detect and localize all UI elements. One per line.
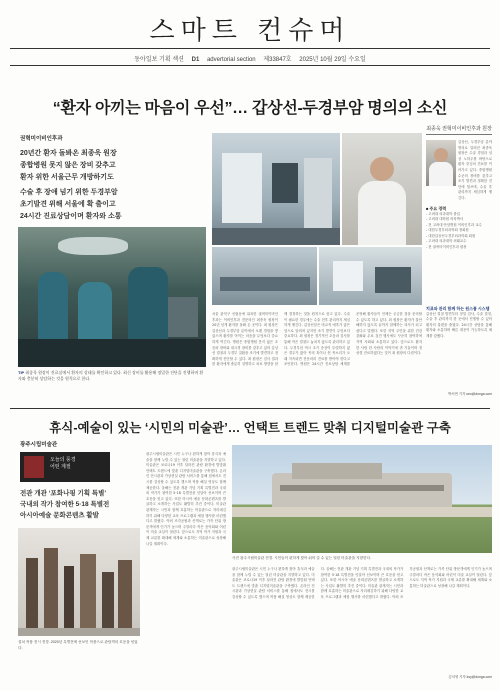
career-item: - 고려대 의과대학 외래교수 bbox=[426, 239, 467, 244]
article1-tip bbox=[18, 370, 206, 392]
deck-line: 국내외 작가 참여한 5·18 특별전 bbox=[20, 501, 110, 508]
deck-line: 아시아예술 문화콘텐츠 활발 bbox=[20, 512, 99, 519]
article2-byline: 광주시립미술관 bbox=[20, 442, 58, 448]
article2-headline: 휴식-예술이 있는 ‘시민의 미술관’… 언택트 트렌드 맞춰 디지털미술관 구축 bbox=[49, 421, 451, 435]
issue-date: 2025년 10월 29일 수요일 bbox=[299, 57, 366, 63]
surgery-photo bbox=[18, 227, 206, 367]
article1-headline: “환자 아끼는 마음이 우선”… 갑상선-두경부암 명의의 소신 bbox=[52, 100, 448, 117]
issue-number: 제33847호 bbox=[263, 57, 292, 63]
article1-reporter: 박서연 기자 seo@donga.com bbox=[448, 391, 492, 396]
museum-building-photo bbox=[232, 445, 492, 553]
section-label: 동아일보 기획 섹션 bbox=[134, 57, 184, 63]
deck-line: 전관 개관 ‘포화나핑 기획 특별’ bbox=[20, 490, 107, 497]
article2-reporter: 김서영 기자 ksy@donga.com bbox=[448, 675, 492, 679]
career-item: - 현 권혁미이비인후과 원장 bbox=[426, 245, 467, 250]
museum-caption: 사진 광주시립미술관 전경. 시민들이 편하게 찾아 쉬어 갈 수 있는 열린 미술관을 지향한다. bbox=[232, 556, 371, 560]
poster-text: 오늘의 풍경 어떤 계절 bbox=[50, 457, 76, 470]
masthead-title: 스마트 컨슈머 bbox=[149, 16, 351, 46]
tip-text: 최종욱 원장이 진료실에서 환자의 상태를 확인하고 있다. 최신 장비를 활용해 정밀한 진단을 진행하며 환자와 충분히 상담하는 것을 원칙으로 한다. bbox=[18, 370, 204, 381]
article1-body: 서울 관악구 신림동에 위치한 권혁미이비인후과는 이비인후과 전문의인 최종욱 원장이 20년 넘게 환자를 돌봐 온 곳이다. 최 원장은 갑상선과 두경부암 분야에서 오랜 경험을 쌓았으며 환자를 아끼는 마음을 무엇보다 중요하게 여긴다. 병원은 종합병원 못지 않은 초음파 장비와 내시경 장비를 갖추고 있어 갑상선 결절과 두경부 질환을 조기에 발견하고 정확하게 진단할 수 있다. 최 원장은 검사 결과를 환자에게 충분히 설명하고 치료 방향을 함께 결정하는 것을 원칙으로 삼고 있다. 수술이 필요한 경우에는 수술 전후 관리까지 세심하게 챙긴다. 갑상선암은 비교적 예후가 좋은 암으로 알려져 있지만 조기 발견이 무엇보다 중요하다. 최 원장은 정기적인 초음파 검사를 통해 작은 결절도 놓치지 않도록 관리하고 있다. 두경부암 역시 초기 증상이 뚜렷하지 않은 경우가 많아 목의 혹이나 쉰 목소리가 오래 지속되면 전문의의 진료를 받아야 한다고 조언한다. 병원은 24시간 진료상담 체계를 운영해 환자들이 언제든 궁금한 점을 문의할 수 있도록 하고 있다. 최 원장은 환자가 불안해하지 않도록 끝까지 함께하는 의사가 되고 싶다고 말했다. 또한 지역 주민을 위한 건강 강좌와 무료 검진 행사에도 꾸준히 참여하며 지역 사회와 소통하고 있다. 앞으로도 환자 한 사람 한 사람의 이야기에 귀 기울이며 정성껏 진료하겠다는 것이 최 원장의 다짐이다. bbox=[212, 312, 422, 367]
article2-deck bbox=[20, 488, 150, 521]
sidebar-box-body: 갑상선 결절 발견부터 정밀 검사, 수술 결정, 수술 후 관리까지 한 곳에서 진행할 수 있어 환자의 불편을 줄였다. 24시간 상담을 통해 환자와 소통하며 빠른 대응이 가능하도록 체계를 갖췄다. bbox=[426, 311, 492, 338]
waiting-room-photo bbox=[212, 247, 317, 305]
career-item: - 대한두경부외과학회 정회원 bbox=[426, 228, 469, 233]
deck-line: 24시간 진료상담이며 환자와 소통 bbox=[20, 213, 122, 220]
section-divider bbox=[10, 408, 490, 409]
art-installation-photo bbox=[18, 528, 140, 636]
art-caption: 설치 작품 전시 전경. 2020년 특별전에 선보인 작품으로 관람객의 호응을 얻었다. bbox=[18, 640, 138, 650]
article1-byline: 권혁미이비인후과 bbox=[20, 136, 63, 142]
career-list bbox=[426, 206, 492, 251]
career-item: - 고려대 의과대학 졸업 bbox=[426, 211, 460, 216]
staff-photo bbox=[342, 133, 422, 245]
deck-line: 초기발견 위해 서울에 확 출이고 bbox=[20, 201, 116, 208]
sidebar-box bbox=[426, 306, 492, 397]
folio-line bbox=[0, 54, 500, 63]
page-number: D1 bbox=[191, 57, 200, 63]
deck-line: 수술 후 장애 넘기 위한 두경부암 bbox=[20, 189, 118, 196]
article2-body: 광주시립미술관은 시민 누구나 편하게 찾아 휴식과 예술을 함께 누릴 수 있는 열린 미술관을 지향하고 있다. 미술관은 코로나19 이후 달라진 관람 환경에 발맞춰 언택트 트렌드에 맞춘 디지털미술관을 구축했다. 온라인 전시관과 가상현실 관람 서비스를 통해 집에서도 전시를 감상할 수 있도록 했으며 작품 해설 영상도 함께 제공한다. 올해는 전관 개관 기념 기획 특별전과 국내외 작가가 참여한 5·18 특별전을 잇달아 선보이며 큰 호응을 얻고 있다. 또한 아시아 예술 문화콘텐츠를 발굴하고 소개하는 사업도 활발히 추진 중이다. 미술관 관계자는 시민과 함께 호흡하는 미술관으로 자리매김하기 위해 다양한 교육 프로그램과 체험 행사를 마련했다고 밝혔다. 야외 조각공원과 산책로는 가족 단위 방문객에게 인기가 높으며 주말마다 작은 음악회와 어린이 미술 교실이 열린다. 앞으로도 지역 작가 지원과 국제 교류를 확대해 세계와 소통하는 미술관으로 성장해 나갈 계획이다. bbox=[232, 567, 492, 599]
masthead-rule bbox=[10, 48, 490, 49]
deck-line: 종합병원 못지 않은 장비 갖추고 bbox=[20, 162, 116, 169]
article2-body-left: 광주시립미술관은 시민 누구나 편하게 찾아 휴식과 예술을 함께 누릴 수 있는 열린 미술관을 지향하고 있다. 미술관은 코로나19 이후 달라진 관람 환경에 발맞춰 언택트 트렌드에 맞춘 디지털미술관을 구축했다. 온라인 전시관과 가상현실 관람 서비스를 통해 집에서도 전시를 감상할 수 있도록 했으며 작품 해설 영상도 함께 제공한다. 올해는 전관 개관 기념 기획 특별전과 국내외 작가가 참여한 5·18 특별전을 잇달아 선보이며 큰 호응을 얻고 있다. 또한 아시아 예술 문화콘텐츠를 발굴하고 소개하는 사업도 활발히 추진 중이다. 미술관 관계자는 시민과 함께 호흡하는 미술관으로 자리매김하기 위해 다양한 교육 프로그램과 체험 행사를 마련했다고 밝혔다. 야외 조각공원과 산책로는 가족 단위 방문객에게 인기가 높으며 주말마다 작은 음악회와 어린이 미술 교실이 열린다. 앞으로도 지역 작가 지원과 국제 교류를 확대해 세계와 소통하는 미술관으로 성장해 나갈 계획이다. bbox=[146, 452, 226, 546]
article1-deck bbox=[20, 148, 210, 223]
section-en: advertorial section bbox=[206, 57, 256, 63]
sidebar-body: 갑상선, 두경부암 분야 명의로 알려진 최종욱 원장은 수술 경험과 임상 노하우를 바탕으로 환자 중심의 진료를 이어가고 있다. 종합병원 수준의 장비를 갖추고 조기 발견과 정확한 진단에 힘쓰며, 수술 후 관리까지 세심하게 챙긴다. bbox=[458, 140, 492, 200]
career-title: ■ 주요 경력 bbox=[426, 206, 447, 211]
sidebar-title: 최종욱 권혁미이비인후과 원장 bbox=[426, 125, 492, 135]
career-item: - 고려대 대학원 의학박사 bbox=[426, 217, 464, 222]
hospital-equipment-photo bbox=[212, 133, 340, 245]
sidebar-box-title: 치료와 관리 함께 하는 원스톱 시스템 bbox=[426, 306, 490, 311]
tip-label: TIP bbox=[18, 370, 25, 375]
doctor-portrait bbox=[426, 140, 456, 186]
exam-room-photo bbox=[319, 247, 422, 305]
folio-rule bbox=[10, 65, 490, 66]
deck-line: 환자 위한 서울근무 개방하기도 bbox=[20, 174, 114, 181]
career-item: - 전 고려대 안암병원 이비인후과 교수 bbox=[426, 222, 482, 227]
career-item: - 대한갑상선두경부외과학회 회원 bbox=[426, 233, 476, 238]
exhibition-poster bbox=[20, 452, 110, 482]
deck-line: 20년간 환자 돌봐온 최종욱 원장 bbox=[20, 150, 117, 157]
